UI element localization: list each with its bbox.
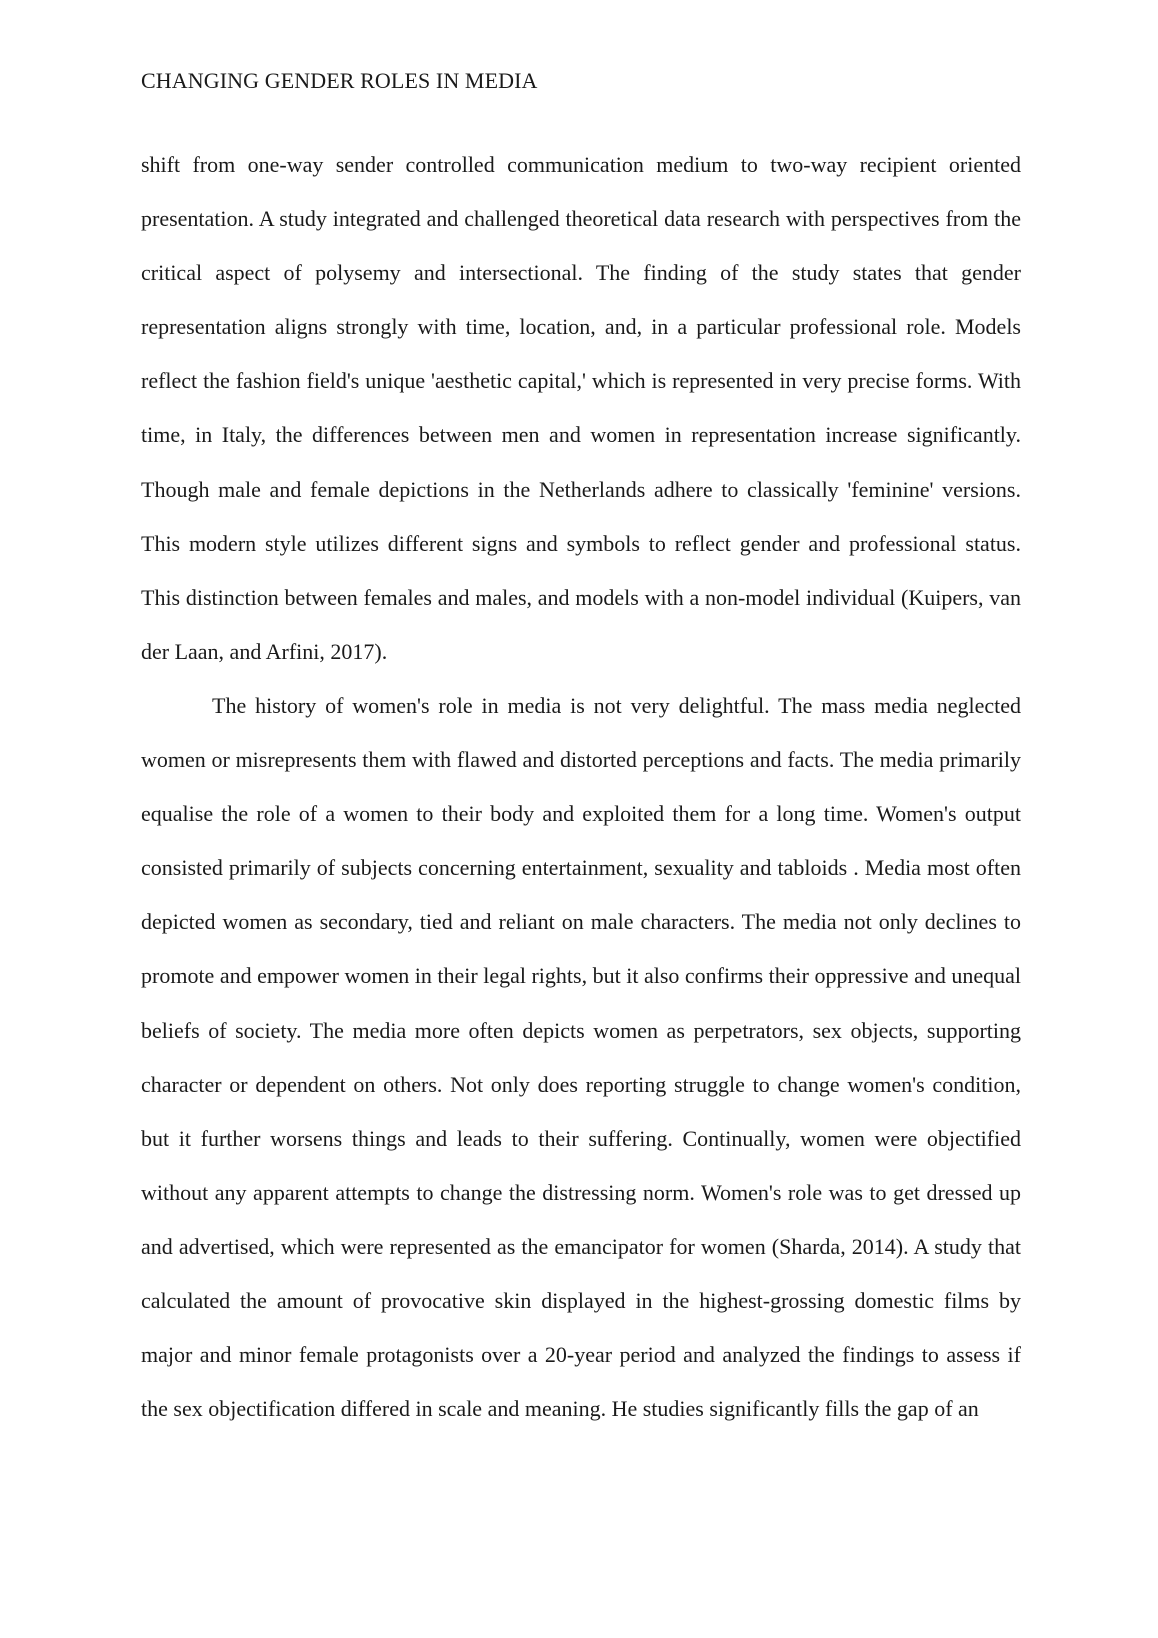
body-text	[141, 138, 1021, 1436]
paragraph-1: shift from one-way sender controlled communication medium to two-way recipient oriented presentation. A study integrated and challenged theoretical data research with perspectives from the critical aspect of polysemy and intersectional. The finding of the study states that gender representation aligns strongly with time, location, and, in a particular professional role. Models reflect the fashion field's unique 'aesthetic capital,' which is represented in very precise forms. With time, in Italy, the differences between men and women in representation increase significantly. Though male and female depictions in the Netherlands adhere to classically 'feminine' versions. This modern style utilizes different signs and symbols to reflect gender and professional status. This distinction between females and males, and models with a non-model individual (Kuipers, van der Laan, and Arfini, 2017).	[141, 152, 1021, 664]
paragraph-2: The history of women's role in media is not very delightful. The mass media neglected women or misrepresents them with flawed and distorted perceptions and facts. The media primarily equalise the role of a women to their body and exploited them for a long time. Women's output consisted primarily of subjects concerning entertainment, sexuality and tabloids . Media most often depicted women as secondary, tied and reliant on male characters. The media not only declines to promote and empower women in their legal rights, but it also confirms their oppressive and unequal beliefs of society. The media more often depicts women as perpetrators, sex objects, supporting character or dependent on others. Not only does reporting struggle to change women's condition, but it further worsens things and leads to their suffering. Continually, women were objectified without any apparent attempts to change the distressing norm. Women's role was to get dressed up and advertised, which were represented as the emancipator for women (Sharda, 2014). A study that calculated the amount of provocative skin displayed in the highest-grossing domestic films by major and minor female protagonists over a 20-year period and analyzed the findings to assess if the sex objectification differed in scale and meaning. He studies significantly fills the gap of an	[141, 692, 1021, 1422]
running-head: CHANGING GENDER ROLES IN MEDIA	[141, 68, 538, 93]
